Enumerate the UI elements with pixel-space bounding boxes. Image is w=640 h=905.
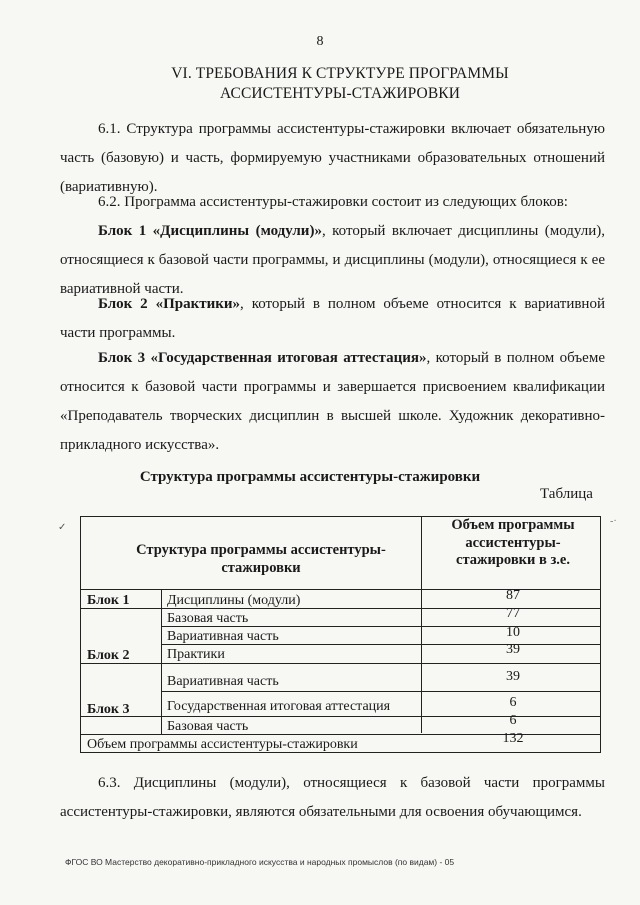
block1-title: Блок 1 «Дисциплины (модули)» bbox=[98, 223, 322, 239]
section-heading-line1: VI. ТРЕБОВАНИЯ К СТРУКТУРЕ ПРОГРАММЫ bbox=[171, 65, 509, 82]
structure-table bbox=[80, 516, 601, 753]
row-block: Блок 1 bbox=[87, 593, 130, 608]
paragraph-block3 bbox=[60, 344, 605, 460]
total-value: 132 bbox=[502, 731, 524, 746]
row-name: Практики bbox=[167, 647, 225, 662]
row-name: Вариативная часть bbox=[167, 629, 279, 644]
header-structure: Структура программы ассистентуры-стажировки bbox=[136, 542, 386, 576]
row-name: Вариативная часть bbox=[167, 674, 279, 689]
row-block: Блок 3 bbox=[87, 702, 130, 717]
block3-text: , который в полном объеме относится к базовой части программы и завершается присвоением квалификации «Преподаватель творческих дисциплин в высшей школе. Художник декоративно-прикладного искусства». bbox=[60, 350, 605, 453]
row-value: 39 bbox=[506, 669, 520, 684]
scan-mark: ✓ bbox=[58, 522, 67, 533]
block1-text: , который включает дисциплины (модули), относящиеся к базовой части программы, и дисциплины (модули), относящиеся к ее вариативной части. bbox=[60, 223, 606, 297]
row-value: 6 bbox=[509, 695, 517, 710]
row-value: 10 bbox=[506, 625, 520, 640]
header-volume: Объем программы ассистентуры-стажировки в з.е. bbox=[451, 517, 575, 568]
block2-text: , который в полном объеме относится к вариативной части программы. bbox=[60, 296, 605, 341]
scan-mark-right: -· bbox=[610, 516, 617, 527]
row-value: 77 bbox=[506, 606, 520, 621]
row-value: 87 bbox=[506, 588, 520, 603]
section-heading-line2: АССИСТЕНТУРЫ-СТАЖИРОВКИ bbox=[220, 85, 460, 102]
paragraph-block2 bbox=[60, 290, 605, 348]
row-value: 6 bbox=[509, 713, 517, 728]
block2-title: Блок 2 «Практики» bbox=[98, 296, 241, 312]
row-name: Базовая часть bbox=[167, 611, 249, 626]
row-name: Базовая часть bbox=[167, 719, 249, 734]
footer-text: ФГОС ВО Мастерство декоративно-прикладного искусства и народных промыслов (по видам) - 05 bbox=[65, 857, 455, 867]
paragraph-6-2: 6.2. Программа ассистентуры-стажировки состоит из следующих блоков: bbox=[98, 194, 568, 210]
row-name: Государственная итоговая аттестация bbox=[167, 699, 391, 714]
table-label: Таблица bbox=[540, 486, 593, 502]
row-name: Дисциплины (модули) bbox=[167, 593, 301, 608]
page-number: 8 bbox=[316, 34, 324, 49]
row-value: 39 bbox=[506, 642, 520, 657]
row-block: Блок 2 bbox=[87, 648, 130, 663]
block3-title: Блок 3 «Государственная итоговая аттестация» bbox=[98, 350, 427, 366]
paragraph-6-1: 6.1. Структура программы ассистентуры-стажировки включает обязательную часть (базовую) и часть, формируемую участниками образовательных отношений (вариативную). bbox=[60, 121, 605, 195]
paragraph-6-3: 6.3. Дисциплины (модули), относящиеся к базовой части программы ассистентуры-стажировки, являются обязательными для освоения обучающимся. bbox=[60, 775, 605, 820]
table-title: Структура программы ассистентуры-стажировки bbox=[139, 469, 481, 485]
total-label: Объем программы ассистентуры-стажировки bbox=[87, 737, 358, 752]
